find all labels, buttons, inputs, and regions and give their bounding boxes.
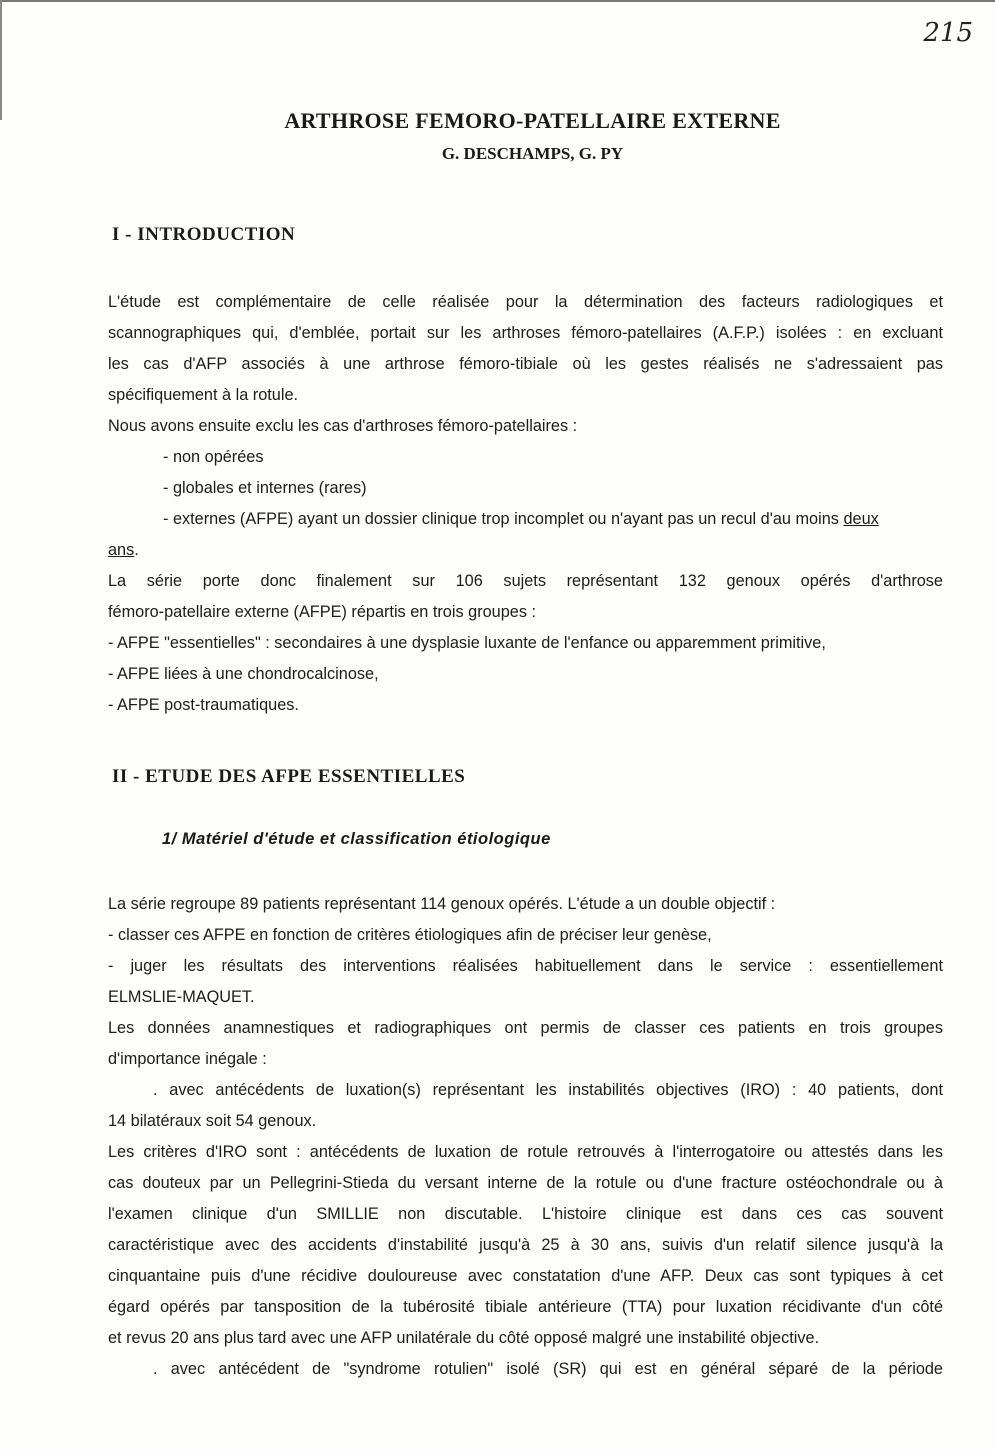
- list-item: - classer ces AFPE en fonction de critères étiologiques afin de préciser leur genèse,: [108, 926, 712, 944]
- section-heading-introduction: I - INTRODUCTION: [112, 224, 296, 245]
- section-heading-afpe-essentielles: II - ETUDE DES AFPE ESSENTIELLES: [112, 766, 466, 787]
- authors: G. DESCHAMPS, G. PY: [441, 144, 624, 163]
- paragraph-line: l'examen clinique d'un SMILLIE non discutable. L'histoire clinique est dans ces cas souvent: [108, 1205, 943, 1223]
- paragraph-line: caractéristique avec des accidents d'instabilité jusqu'à 25 à 30 ans, suivis d'un relatif silence jusqu'à la: [108, 1236, 943, 1254]
- period: .: [134, 541, 139, 559]
- list-item: - non opérées: [163, 448, 264, 466]
- paragraph-line: les cas d'AFP associés à une arthrose fémoro-tibiale où les gestes réalisés ne s'adressaient pas: [108, 355, 943, 373]
- list-item: . avec antécédents de luxation(s) représentant les instabilités objectives (IRO) : 40 patients, dont: [153, 1081, 943, 1099]
- paragraph-line: ELMSLIE-MAQUET.: [108, 988, 255, 1006]
- underlined-word: ans: [108, 541, 135, 559]
- paragraph-line: La série porte donc finalement sur 106 sujets représentant 132 genoux opérés d'arthrose: [108, 572, 943, 590]
- document-title: ARTHROSE FEMORO-PATELLAIRE EXTERNE: [284, 108, 781, 133]
- paragraph-line: Les critères d'IRO sont : antécédents de luxation de rotule retrouvés à l'interrogatoire ou attestés dans les: [108, 1143, 943, 1161]
- list-item: . avec antécédent de "syndrome rotulien" isolé (SR) qui est en général séparé de la période: [153, 1360, 943, 1378]
- paragraph-line: d'importance inégale :: [108, 1050, 267, 1068]
- paragraph-line: et revus 20 ans plus tard avec une AFP unilatérale du côté opposé malgré une instabilité objective.: [108, 1329, 820, 1347]
- paragraph-line: Nous avons ensuite exclu les cas d'arthroses fémoro-patellaires :: [108, 417, 578, 435]
- list-item: [108, 504, 943, 535]
- subsection-heading-materiel: 1/ Matériel d'étude et classification étiologique: [162, 830, 551, 848]
- paragraph-line: Les données anamnestiques et radiographiques ont permis de classer ces patients en trois groupes: [108, 1019, 943, 1037]
- paragraph-line: fémoro-patellaire externe (AFPE) répartis en trois groupes :: [108, 603, 537, 621]
- paragraph-line: scannographiques qui, d'emblée, portait sur les arthroses fémoro-patellaires (A.F.P.) isolées : en excluant: [108, 324, 943, 342]
- introduction-body: [108, 287, 943, 721]
- paragraph-line: spécifiquement à la rotule.: [108, 386, 299, 404]
- title-block: [0, 108, 995, 164]
- paragraph-line: cinquantaine puis d'une récidive douloureuse avec constatation d'une AFP. Deux cas sont typiques à cet: [108, 1267, 943, 1285]
- scan-border-left: [0, 0, 2, 120]
- list-item: - globales et internes (rares): [163, 479, 367, 497]
- paragraph-line: L'étude est complémentaire de celle réalisée pour la détermination des facteurs radiologiques et: [108, 293, 943, 311]
- page-number: 215: [923, 18, 973, 48]
- section2-body: [108, 889, 943, 1385]
- scan-border-top: [0, 0, 995, 2]
- list-item-text: - externes (AFPE) ayant un dossier clinique trop incomplet ou n'ayant pas un recul d'au moins: [163, 510, 839, 528]
- list-item: - AFPE "essentielles" : secondaires à une dysplasie luxante de l'enfance ou apparemment primitive,: [108, 634, 826, 652]
- underlined-word: deux: [843, 510, 879, 528]
- paragraph-line: [108, 535, 943, 566]
- list-item: - AFPE liées à une chondrocalcinose,: [108, 665, 379, 683]
- paragraph-line: La série regroupe 89 patients représentant 114 genoux opérés. L'étude a un double objectif :: [108, 895, 776, 913]
- paragraph-line: cas douteux par un Pellegrini-Stieda du versant interne de la rotule ou d'une fracture ostéochondrale ou à: [108, 1174, 943, 1192]
- paragraph-line: 14 bilatéraux soit 54 genoux.: [108, 1112, 317, 1130]
- paragraph-line: égard opérés par tansposition de la tubérosité tibiale antérieure (TTA) pour luxation récidivante d'un côté: [108, 1298, 943, 1316]
- list-item: - AFPE post-traumatiques.: [108, 696, 299, 714]
- list-item: - juger les résultats des interventions réalisées habituellement dans le service : essentiellement: [108, 957, 943, 975]
